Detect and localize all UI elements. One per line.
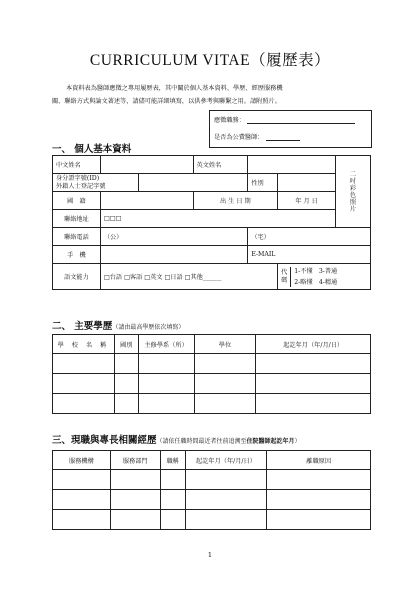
phone-office-field[interactable]: （公） [100, 228, 247, 246]
intro-text [52, 82, 372, 108]
english-name-field[interactable] [248, 156, 336, 174]
table-row [53, 374, 371, 394]
education-table [52, 334, 371, 414]
exp-col-department: 服務部門 [110, 451, 160, 470]
id-label-line-1: 身分證字號(ID) [56, 174, 100, 182]
position-field[interactable] [247, 116, 355, 124]
language-label: 語文能力 [53, 264, 101, 290]
edu-col-school: 學 校 名 稱 [53, 335, 115, 354]
section3-title: 三、現職與專長相關經歷 [52, 435, 157, 446]
intro-line-1: 本資料表為醫師應徵之專用履歷表，其中關於個人基本資料、學歷、經歷服務機 [66, 85, 283, 92]
public-doctor-field[interactable] [266, 133, 300, 141]
nationality-field[interactable] [100, 192, 193, 210]
edu-col-major: 主修學系（所） [138, 335, 194, 354]
chinese-name-label: 中文姓名 [53, 156, 101, 174]
photo-cell[interactable] [336, 156, 371, 228]
code-label: 代碼 [278, 267, 291, 287]
position-row [214, 115, 355, 124]
exp-col-dates: 起訖年月（年/月/日） [185, 451, 267, 470]
page-number: 1 [207, 551, 213, 559]
table-row [53, 490, 371, 510]
email-field[interactable]: E-MAIL [248, 246, 371, 264]
nationality-label: 國 籍 [53, 192, 101, 210]
gender-label: 性別 [248, 174, 278, 192]
mobile-field[interactable] [100, 246, 247, 264]
address-label: 聯絡地址 [53, 210, 101, 228]
table-row [53, 394, 371, 414]
personal-info-table [52, 155, 371, 290]
table-row [53, 470, 371, 490]
birth-date-label: 出 生 日 期 [193, 192, 278, 210]
edu-col-degree: 學位 [194, 335, 256, 354]
english-name-label: 英文姓名 [193, 156, 248, 174]
exp-col-reason: 離職原因 [267, 451, 371, 470]
code-line-2: 2-略懂 4-精通 [294, 278, 338, 286]
position-label: 應徵職務： [214, 117, 245, 124]
mobile-label: 手 機 [53, 246, 101, 264]
code-line-1: 1-不懂 3-普通 [294, 267, 338, 275]
id-field[interactable] [138, 174, 248, 192]
exp-col-title: 職稱 [160, 451, 185, 470]
chinese-name-field[interactable] [100, 156, 193, 174]
edu-col-country: 國別 [114, 335, 138, 354]
application-box [209, 110, 372, 148]
gender-field[interactable] [278, 174, 336, 192]
language-options[interactable]: □台語 □客語 □英文 □日語 □其他______ [100, 264, 277, 290]
edu-col-dates: 起訖年月（年/月/日） [256, 335, 371, 354]
section3-note: （請依任職時間最近者往前追溯至 [156, 438, 247, 445]
intro-line-2: 關、聯絡方式與論文著述等，請儘可能詳細填寫，以供參考與聯繫之用。請附照片。 [52, 98, 281, 105]
section2-title: 二、 主要學歷 [52, 321, 113, 332]
public-doctor-label: 是否為公費醫師： [214, 134, 264, 141]
phone-label: 聯絡電話 [53, 228, 101, 246]
section3-note-bold: 住院醫師起訖年月 [246, 438, 295, 445]
section2-note: （請由最高學歷依次填寫） [112, 324, 185, 331]
table-row [53, 510, 371, 530]
address-field[interactable]: □□□ [100, 210, 335, 228]
phone-home-field[interactable]: （宅） [248, 228, 371, 246]
id-label [53, 174, 139, 192]
public-doctor-row [214, 132, 300, 141]
photo-label: 二吋彩色照片 [349, 170, 357, 213]
id-label-line-2: 外籍人士登記字號 [56, 182, 106, 190]
section2-heading [52, 318, 184, 332]
exp-col-institution: 服務機構 [53, 451, 111, 470]
table-row [53, 354, 371, 374]
section3-heading [52, 432, 301, 446]
page-title: CURRICULUM VITAE（履歷表） [89, 52, 331, 69]
section3-note-end: ） [294, 438, 301, 445]
experience-table [52, 450, 371, 530]
birth-date-field[interactable]: 年 月 日 [278, 192, 336, 210]
language-code-cell [278, 264, 371, 290]
section1-heading: 一、 個人基本資料 [52, 144, 132, 155]
